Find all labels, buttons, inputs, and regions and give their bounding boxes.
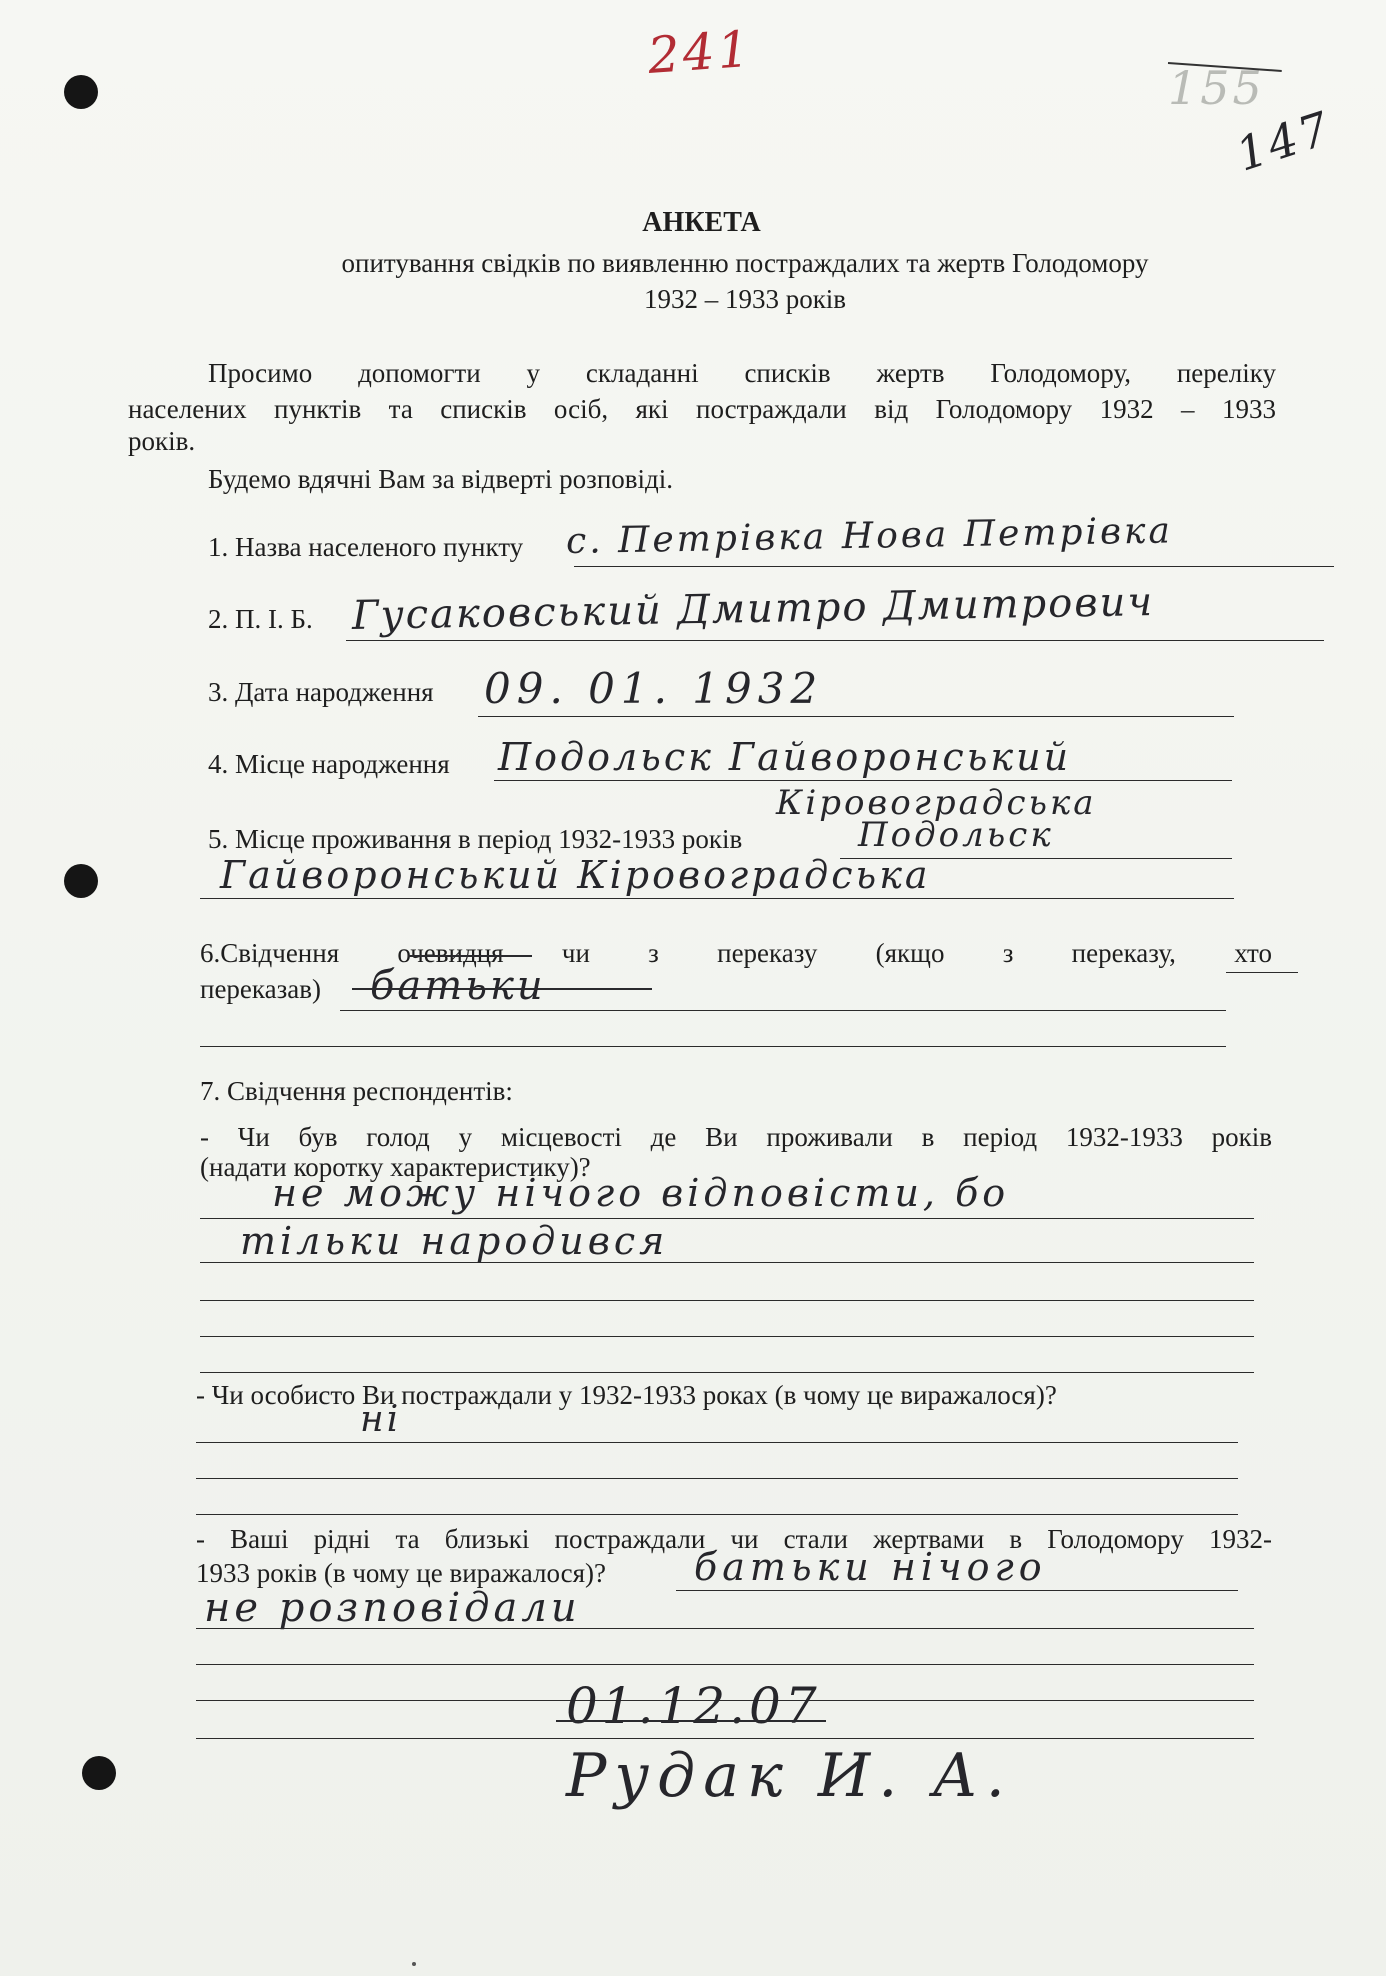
- q6-line-1: 6.Свідчення очевидця чи з переказу (якщо з переказу, хто: [200, 938, 1272, 968]
- q7c-answer-line-2: не розповідали: [204, 1585, 581, 1631]
- q7c-rule-3: [196, 1664, 1254, 1665]
- intro-line-1: Просимо допомогти у складанні списків жертв Голодомору, переліку: [208, 358, 1276, 388]
- speck: [412, 1962, 416, 1966]
- q7a-rule-3: [200, 1300, 1254, 1301]
- date-signed: 01.12.07: [566, 1677, 821, 1735]
- q6-answer: батьки: [370, 963, 546, 1009]
- q7b-rule-2: [196, 1478, 1238, 1479]
- q7a-rule-5: [200, 1372, 1254, 1373]
- q3-answer: 09. 01. 1932: [484, 664, 824, 713]
- q4-answer-line: [494, 780, 1232, 781]
- q1-answer-line: [574, 566, 1334, 567]
- q7a-rule-4: [200, 1336, 1254, 1337]
- q1-label: 1. Назва населеного пункту: [208, 532, 524, 562]
- q5-answer-line-2-rule: [200, 898, 1234, 899]
- q7a-rule-2: [200, 1262, 1254, 1263]
- q7c-line-1: - Ваші рідні та близькі постраждали чи стали жертвами в Голодомору 1932-: [196, 1524, 1272, 1554]
- q3-label: 3. Дата народження: [208, 677, 434, 707]
- q7c-line-2: 1933 років (в чому це виражалося)?: [196, 1558, 607, 1588]
- q7-label: 7. Свідчення респондентів:: [200, 1076, 513, 1106]
- intro-line-2: населених пунктів та списків осіб, які постраждали від Голодомору 1932 – 1933: [128, 394, 1276, 424]
- ochevydtsia-strike: [408, 955, 532, 957]
- date-underline: [556, 1720, 826, 1722]
- intro-thanks: Будемо вдячні Вам за відверті розповіді.: [208, 464, 674, 494]
- q3-answer-line: [478, 716, 1234, 717]
- q2-answer: Гусаковський Дмитро Дмитрович: [351, 579, 1155, 639]
- q6-answer-line-2: [200, 1046, 1226, 1047]
- q7a-line-1: - Чи був голод у місцевості де Ви проживали в період 1932-1933 років: [200, 1122, 1272, 1152]
- form-years: 1932 – 1933 років: [643, 284, 847, 314]
- q7b-rule-1: [196, 1442, 1238, 1443]
- intro-line-3: років.: [128, 426, 196, 456]
- q6-answer-strike: [352, 988, 652, 990]
- q2-answer-line: [346, 640, 1324, 641]
- q7c-answer-line-1: батьки нічого: [694, 1545, 1047, 1589]
- q7a-answer-line-1: не можу нічого відповісти, бо: [272, 1171, 1010, 1215]
- punch-hole-bottom: [82, 1756, 116, 1790]
- q4-label: 4. Місце народження: [208, 749, 450, 779]
- q2-label: 2. П. І. Б.: [208, 604, 313, 634]
- form-title: АНКЕТА: [642, 207, 761, 238]
- q7b-answer: ні: [360, 1399, 402, 1440]
- q4-answer-line-1: Подольск Гайворонський: [498, 735, 1072, 779]
- punch-hole-top: [64, 75, 98, 109]
- form-subtitle: опитування свідків по виявленню постраждалих та жертв Голодомору: [341, 248, 1149, 278]
- q6-answer-line-1: [340, 1010, 1226, 1011]
- q7c-rule-2: [196, 1628, 1254, 1629]
- q7b-label: - Чи особисто Ви постраждали у 1932-1933 роках (в чому це виражалося)?: [196, 1380, 1057, 1410]
- q7a-answer-line-2: тільки народився: [240, 1219, 669, 1263]
- q4-answer-line-2: Кіровоградська: [776, 783, 1097, 823]
- punch-hole-middle: [64, 864, 98, 898]
- signature: Рудак И. А.: [566, 1741, 1013, 1811]
- q5-answer-line-1: Подольск: [858, 815, 1054, 855]
- q5-answer-line-2: Гайворонський Кіровоградська: [220, 853, 931, 897]
- q7c-rule-1: [676, 1590, 1238, 1591]
- q7b-rule-3: [196, 1514, 1238, 1515]
- q6-line-2: переказав): [200, 974, 321, 1004]
- q1-answer: с. Петрівка Нова Петрівка: [565, 510, 1174, 562]
- q7a-line-2: (надати коротку характеристику)?: [200, 1152, 591, 1182]
- archive-number: 147: [1229, 100, 1339, 182]
- q7c-rule-5: [196, 1738, 1254, 1739]
- q5-label: 5. Місце проживання в період 1932-1933 років: [208, 824, 743, 854]
- page-number-red: 241: [645, 19, 755, 85]
- archive-number-struck: 155: [1168, 61, 1265, 115]
- q6-answer-line-short: [1226, 972, 1298, 973]
